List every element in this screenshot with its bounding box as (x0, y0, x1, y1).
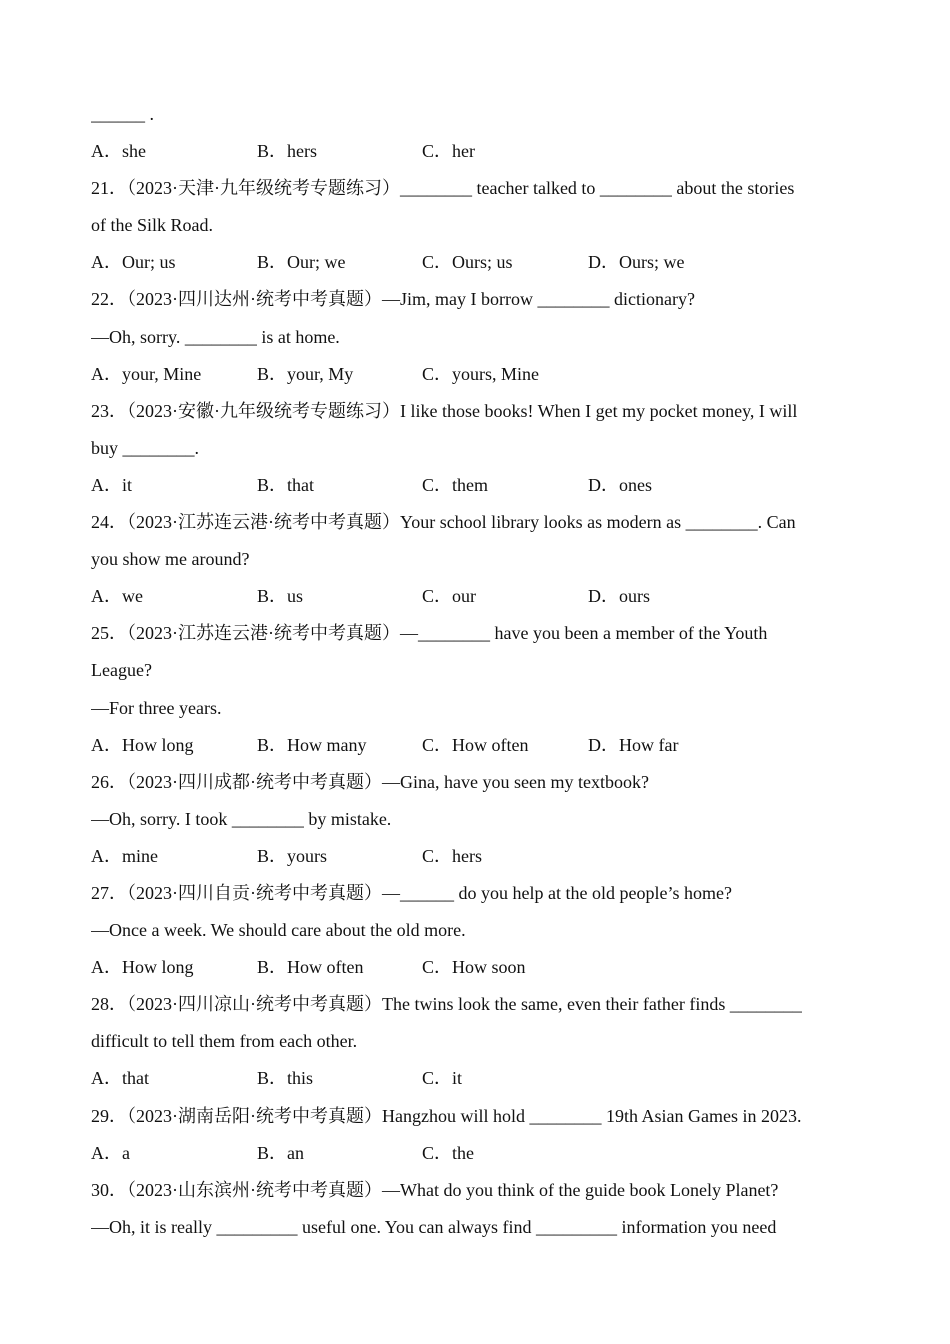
question-number: 23． (91, 400, 127, 421)
question-text: Your school library looks as modern as ________. Can (400, 512, 796, 533)
question-number: 30． (91, 1179, 127, 1200)
question-stem (91, 986, 871, 1023)
option-b: B．that (257, 474, 314, 495)
question-22 (91, 281, 871, 392)
question-source: （2023·四川成都·统考中考真题） (127, 771, 382, 792)
option-a: A．we (91, 586, 143, 607)
question-line: difficult to tell them from each other. (91, 1031, 358, 1052)
question-number: 26． (91, 771, 127, 792)
question-26 (91, 764, 871, 875)
question-text: I like those books! When I get my pocket money, I will (400, 400, 798, 421)
question-line: —Oh, sorry. I took ________ by mistake. (91, 808, 392, 829)
option-c: C．the (422, 1142, 474, 1163)
question-source: （2023·湖南岳阳·统考中考真题） (127, 1105, 382, 1126)
option-b: B．this (257, 1068, 314, 1089)
question-stem (91, 170, 871, 207)
question-line: —Oh, it is really _________ useful one. You can always find _________ information you need (91, 1216, 777, 1237)
option-a: A．a (91, 1142, 130, 1163)
question-stem (91, 393, 871, 430)
question-number: 21． (91, 178, 127, 199)
option-d: D．How far (588, 734, 679, 755)
answer-options (91, 727, 871, 764)
option-c: C．hers (422, 845, 482, 866)
option-c: C．yours, Mine (422, 363, 539, 384)
option-a: A．your, Mine (91, 363, 202, 384)
question-stem (91, 1098, 871, 1135)
question-stem (91, 615, 871, 652)
question-23 (91, 393, 871, 504)
option-c: C．How soon (422, 957, 526, 978)
continuation-options (91, 133, 871, 170)
option-b: B．How often (257, 957, 364, 978)
answer-options (91, 949, 871, 986)
question-line: of the Silk Road. (91, 215, 213, 236)
question-21 (91, 170, 871, 281)
option-a: A．that (91, 1068, 149, 1089)
question-28 (91, 986, 871, 1097)
option-d: D．ours (588, 586, 650, 607)
question-text: —______ do you help at the old people’s home? (382, 882, 732, 903)
option-b: B．Our; we (257, 252, 346, 273)
option-a: A．How long (91, 734, 194, 755)
question-line: buy ________. (91, 437, 199, 458)
question-text: ________ teacher talked to ________ about the stories (400, 178, 795, 199)
question-number: 27． (91, 882, 127, 903)
question-stem (91, 281, 871, 318)
option-a: A．Our; us (91, 252, 176, 273)
question-text: —What do you think of the guide book Lonely Planet? (382, 1179, 779, 1200)
option-c: C．her (422, 141, 475, 162)
question-source: （2023·四川凉山·统考中考真题） (127, 994, 382, 1015)
question-text: —________ have you been a member of the Youth (400, 623, 768, 644)
option-a: A．she (91, 141, 146, 162)
question-29 (91, 1098, 871, 1172)
question-30 (91, 1172, 871, 1246)
answer-options (91, 1135, 871, 1172)
question-stem (91, 764, 871, 801)
question-source: （2023·江苏连云港·统考中考真题） (127, 623, 400, 644)
option-b: B．yours (257, 845, 328, 866)
option-c: C．them (422, 474, 488, 495)
answer-options (91, 356, 871, 393)
option-b: B．us (257, 586, 304, 607)
question-27 (91, 875, 871, 986)
question-source: （2023·四川达州·统考中考真题） (127, 289, 382, 310)
answer-options (91, 838, 871, 875)
question-source: （2023·四川自贡·统考中考真题） (127, 882, 382, 903)
question-text: The twins look the same, even their father finds ________ (382, 994, 802, 1015)
option-b: B．an (257, 1142, 304, 1163)
continuation-blank: ______ . (91, 104, 154, 124)
option-a: A．mine (91, 845, 158, 866)
question-text: —Gina, have you seen my textbook? (382, 771, 649, 792)
answer-options (91, 244, 871, 281)
answer-options (91, 467, 871, 504)
option-b: B．your, My (257, 363, 354, 384)
option-c: C．Ours; us (422, 252, 513, 273)
question-source: （2023·安徽·九年级统考专题练习） (127, 400, 400, 421)
question-stem (91, 504, 871, 541)
question-text: Hangzhou will hold ________ 19th Asian Games in 2023. (382, 1105, 802, 1126)
option-b: B．hers (257, 141, 317, 162)
question-line: —For three years. (91, 697, 222, 718)
option-c: C．it (422, 1068, 463, 1089)
question-text: —Jim, may I borrow ________ dictionary? (382, 289, 695, 310)
question-stem (91, 875, 871, 912)
question-line: League? (91, 660, 152, 681)
question-number: 22． (91, 289, 127, 310)
option-a: A．it (91, 474, 133, 495)
question-source: （2023·天津·九年级统考专题练习） (127, 178, 400, 199)
option-c: C．How often (422, 734, 529, 755)
question-number: 28． (91, 994, 127, 1015)
option-c: C．our (422, 586, 476, 607)
question-25 (91, 615, 871, 763)
option-d: D．ones (588, 474, 652, 495)
question-source: （2023·江苏连云港·统考中考真题） (127, 512, 400, 533)
question-number: 24． (91, 512, 127, 533)
question-stem (91, 1172, 871, 1209)
question-number: 29． (91, 1105, 127, 1126)
question-line: —Oh, sorry. ________ is at home. (91, 326, 340, 347)
question-list (91, 170, 871, 1246)
question-line: you show me around? (91, 549, 250, 570)
option-a: A．How long (91, 957, 194, 978)
document-page (91, 96, 871, 1246)
question-source: （2023·山东滨州·统考中考真题） (127, 1179, 382, 1200)
option-b: B．How many (257, 734, 367, 755)
answer-options (91, 1060, 871, 1097)
option-d: D．Ours; we (588, 252, 685, 273)
question-number: 25． (91, 623, 127, 644)
question-line: —Once a week. We should care about the old more. (91, 920, 466, 941)
question-24 (91, 504, 871, 615)
answer-options (91, 578, 871, 615)
